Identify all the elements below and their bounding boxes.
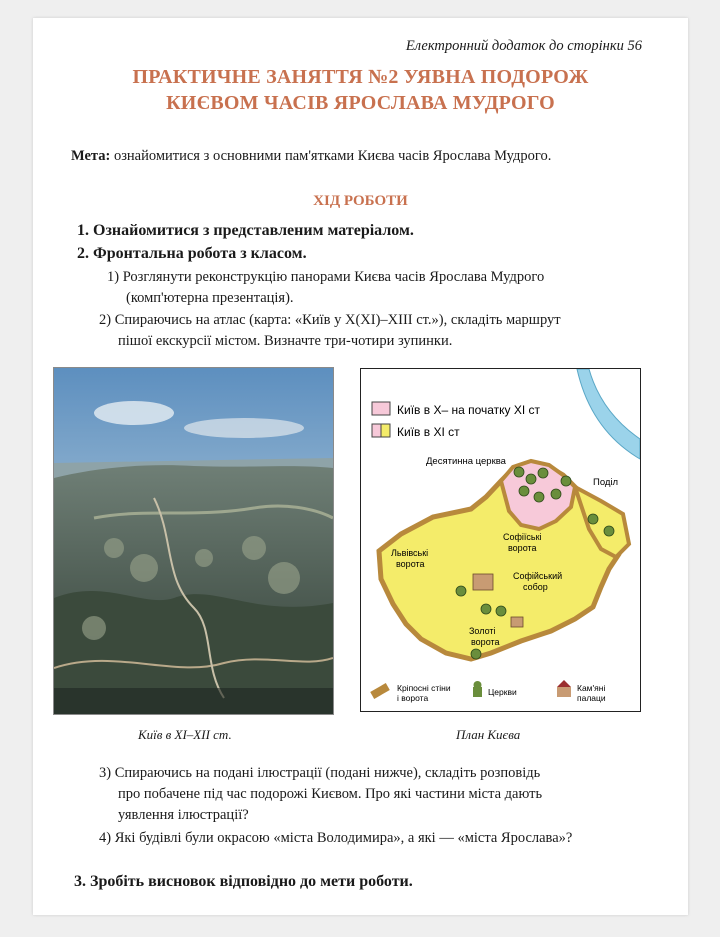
label-sofiiski-1: Софіїські	[503, 532, 542, 542]
palace-legend-icon	[557, 680, 571, 697]
label-sofiiskyi-2: собор	[523, 582, 548, 592]
substep-2-line-2: пішої екскурсії містом. Визначте три-чотири зупинки.	[118, 333, 453, 349]
title-line-1: ПРАКТИЧНЕ ЗАНЯТТЯ №2 УЯВНА ПОДОРОЖ	[132, 66, 589, 88]
map-caption: План Києва	[456, 727, 521, 742]
substep-3-line-3: уявлення ілюстрації?	[118, 807, 249, 823]
substep-2-line-1: 2) Спираючись на атлас (карта: «Київ у Х(ХІ)–ХІІІ ст.»), складіть маршрут	[99, 312, 561, 328]
substep-1-line-2: (комп'ютерна презентація).	[126, 290, 294, 306]
title-line-2: КИЄВОМ ЧАСІВ ЯРОСЛАВА МУДРОГО	[166, 92, 555, 114]
legend-palaces-1: Кам'яні	[577, 683, 606, 693]
substep-1-line-1: 1) Розглянути реконструкцію панорами Києва часів Ярослава Мудрого	[107, 269, 545, 285]
label-lvivski-2: ворота	[396, 559, 425, 569]
label-zoloti-2: ворота	[471, 637, 500, 647]
substep-3-line-1: 3) Спираючись на подані ілюстрації (подані нижче), складіть розповідь	[99, 765, 541, 781]
label-sofiiski-2: ворота	[508, 543, 537, 553]
label-podil: Поділ	[593, 477, 619, 488]
kyiv-panorama-image	[53, 367, 334, 715]
legend-swatch-old-city	[372, 402, 390, 415]
legend-old-city: Київ в Х– на початку ХІ ст	[397, 403, 541, 417]
step-2: 2. Фронтальна робота з класом.	[77, 245, 307, 262]
goal-text: ознайомитися з основними пам'ятками Києва часів Ярослава Мудрого.	[110, 148, 552, 164]
photo-caption: Київ в ХІ–ХІІ ст.	[138, 727, 232, 742]
legend-new-city: Київ в ХІ ст	[397, 425, 460, 439]
steps-heading: ХІД РОБОТИ	[313, 193, 408, 209]
appendix-note: Електронний додаток до сторінки 56	[405, 38, 642, 54]
label-zoloti-1: Золоті	[469, 626, 496, 636]
legend-churches: Церкви	[488, 687, 517, 697]
legend-swatch-new-city	[381, 424, 390, 437]
goal-paragraph	[71, 148, 551, 165]
kyiv-plan-map	[360, 368, 641, 712]
legend-walls-1: Кріпосні стіни	[397, 683, 451, 693]
substep-2	[99, 310, 561, 352]
substep-3	[99, 763, 542, 826]
page-title	[33, 64, 688, 116]
goal-label: Мета:	[71, 148, 111, 164]
wall-legend-icon	[370, 683, 390, 699]
step-3: 3. Зробіть висновок відповідно до мети роботи.	[74, 873, 413, 890]
label-lvivski-1: Львівські	[391, 548, 429, 558]
label-sofiiskyi-1: Софійський	[513, 571, 563, 581]
legend-palaces-2: палаци	[577, 693, 606, 703]
step-1: 1. Ознайомитися з представленим матеріалом.	[77, 222, 414, 239]
substep-3-line-2: про побачене під час подорожі Києвом. Про які частини міста дають	[118, 786, 543, 802]
legend-swatch-old-city-2	[372, 424, 381, 437]
label-desyatynna: Десятинна церква	[426, 456, 506, 467]
legend-walls-2: і ворота	[397, 693, 429, 703]
substep-4: 4) Які будівлі були окрасою «міста Володимира», а які — «міста Ярослава»?	[99, 830, 573, 846]
substep-1	[107, 267, 544, 309]
document-page	[33, 18, 688, 915]
church-legend-icon	[473, 681, 482, 697]
river-shape	[577, 369, 640, 459]
